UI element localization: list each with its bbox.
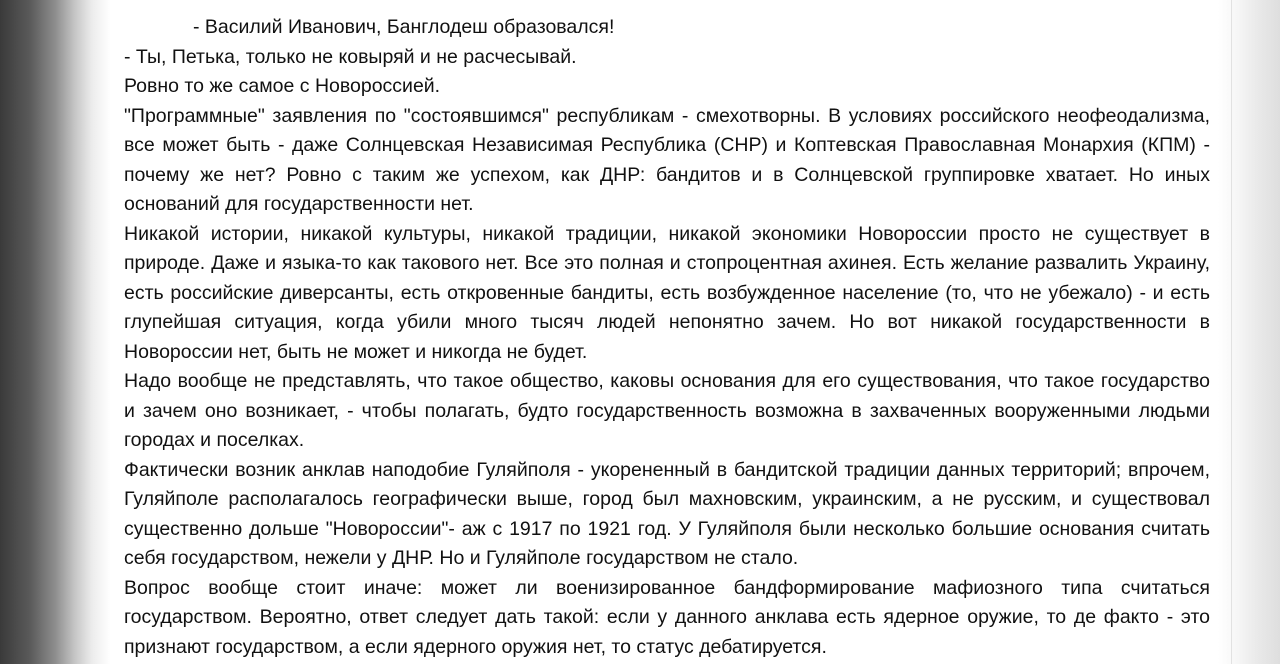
paragraph: Фактически возник анклав наподобие Гуляйполя - укорененный в бандитской традиции данных территорий; впрочем, Гуляйполе располагалось географически выше, город был махновским, украинским, а не русским, и существовал существенно дольше "Новороссии"- аж с 1917 по 1921 год. У Гуляйполя были несколько большие основания считать себя государством, нежели у ДНР. Но и Гуляйполе государством не стало.: [124, 458, 1210, 569]
article-text: [124, 13, 1210, 662]
paragraph: "Программные" заявления по "состоявшимся" республикам - смехотворны. В условиях российского неофеодализма, все может быть - даже Солнцевская Независимая Республика (СНР) и Коптевская Православная Монархия (КПМ) - почему же нет? Ровно с таким же успехом, как ДНР: бандитов и в Солнцевской группировке хватает. Но иных оснований для государственности нет.: [124, 104, 1210, 215]
dialogue-line-2: - Ты, Петька, только не ковыряй и не расчесывай.: [124, 45, 577, 68]
paragraph: Надо вообще не представлять, что такое общество, каковы основания для его существования, что такое государство и зачем оно возникает, - чтобы полагать, будто государственность возможна в захваченных вооруженными людьми городах и поселках.: [124, 370, 1210, 451]
dialogue-line-1: - Василий Иванович, Банглодеш образовался!: [193, 16, 615, 38]
right-scrollbar-track[interactable]: [1218, 0, 1280, 664]
paragraph: Ровно то же самое с Новороссией.: [124, 75, 441, 97]
paragraph: Никакой истории, никакой культуры, никакой традиции, никакой экономики Новороссии просто не существует в природе. Даже и языка-то как такового нет. Все это полная и стопроцентная ахинея. Есть желание развалить Украину, есть российские диверсанты, есть откровенные бандиты, есть возбужденное население (то, что не убежало) - и есть глупейшая ситуация, когда убили много тысяч людей непонятно зачем. Но вот никакой государственности в Новороссии нет, быть не может и никогда не будет.: [124, 222, 1210, 363]
right-edge-line: [1231, 0, 1232, 664]
paragraph: Вопрос вообще стоит иначе: может ли военизированное бандформирование мафиозного типа считаться государством. Вероятно, ответ следует дать такой: если у данного анклава есть ядерное оружие, то де факто - это признают государством, а если ядерного оружия нет, то статус дебатируется.: [124, 576, 1210, 658]
left-edge-shadow: [0, 0, 110, 664]
